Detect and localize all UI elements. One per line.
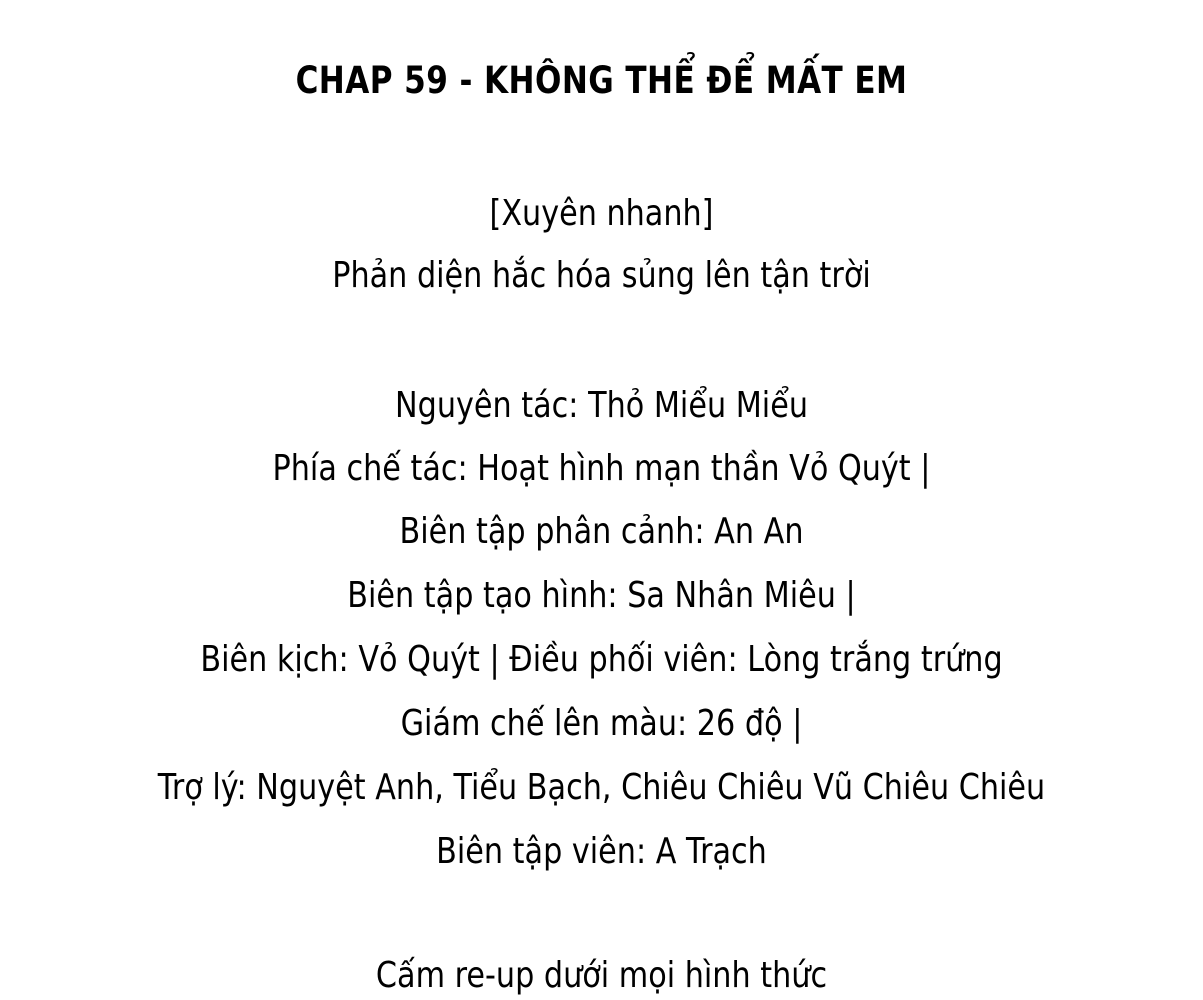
credit-assistants: Trợ lý: Nguyệt Anh, Tiểu Bạch, Chiêu Chiêu Vũ Chiêu Chiêu <box>157 767 1046 808</box>
credit-character-design: Biên tập tạo hình: Sa Nhân Miêu | <box>347 575 856 616</box>
chapter-title: CHAP 59 - KHÔNG THỂ ĐỂ MẤT EM <box>295 59 908 102</box>
reupload-notice: Cấm re-up dưới mọi hình thức <box>375 955 828 996</box>
credit-storyboard: Biên tập phân cảnh: An An <box>399 511 804 552</box>
series-tag: [Xuyên nhanh] <box>489 193 714 234</box>
credit-production: Phía chế tác: Hoạt hình mạn thần Vỏ Quýt | <box>272 448 931 489</box>
credit-editor: Biên tập viên: A Trạch <box>436 831 767 872</box>
credit-color-supervisor: Giám chế lên màu: 26 độ | <box>400 703 803 744</box>
credit-script-coordinator: Biên kịch: Vỏ Quýt | Điều phối viên: Lòng trắng trứng <box>200 639 1003 680</box>
credit-original-author: Nguyên tác: Thỏ Miểu Miểu <box>395 385 808 426</box>
series-name: Phản diện hắc hóa sủng lên tận trời <box>332 255 871 296</box>
